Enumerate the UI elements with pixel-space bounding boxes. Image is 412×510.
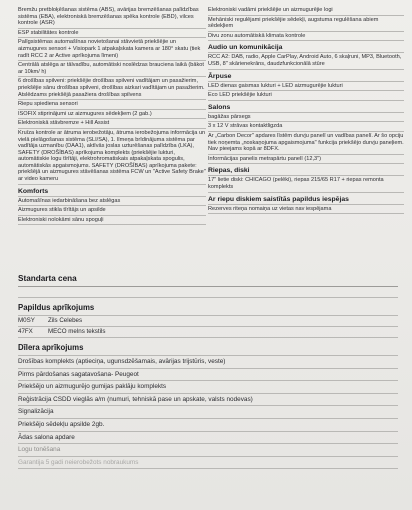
dealer-equipment-heading: Dīlera aprīkojums: [18, 338, 398, 356]
feature-row: Kruīza kontrole ar ātruma ierobežotāju, ātruma ierobežojuma informācija un vielā pielāgošanas sistēma (SLI/SA), 1. līmeņa brīdinājuma sistēma par vadītāja uzmanību (DAA1), aktīvās joslas uzturēšanas palīdzība (LKA), SAFETY (DROŠĪBAS) aprīkojuma komplekts (priekšējie lukturi, automātiskie logu tīrītāji, elektrohromatiskais atpakaļskata spogulis, automātiskās apgaismojums. SAFETY (DROŠĪBAS) aprīkojuma pakete: priekšējā un aizmugures stāvēšanas sistēma FCW un "Active Safety Brake" ar video kameru: [18, 129, 206, 185]
feature-row: Automašīnas iedarbināšana bez atslēgas: [18, 197, 206, 207]
dealer-item-row: Signalizācija: [18, 406, 398, 419]
optional-item-row: [18, 316, 398, 327]
feature-row: LED dienas gaismas lukturi + LED aizmugurējie lukturi: [208, 82, 404, 92]
feature-row: Mehāniski regulējami priekšējie sēdekļi, augstuma regulēšana abiem sēdekļiem: [208, 16, 404, 32]
section-heading: Riepas, diski: [208, 164, 404, 176]
feature-row: Elektroniskā stāvbremze + Hill Assist: [18, 119, 206, 129]
standard-price-heading: Standarta cena: [18, 270, 398, 287]
section-heading: Salons: [208, 101, 404, 113]
left-equipment-column: [18, 6, 206, 225]
price-summary: [18, 270, 398, 469]
right-equipment-column: [208, 6, 404, 214]
dealer-item-row: Priekšējo un aizmugurējo gumijas paklāju komplekts: [18, 381, 398, 394]
optional-equipment-list: [18, 316, 398, 338]
section-heading: Ārpuse: [208, 70, 404, 82]
feature-row: Ar „Carbon Decor" apdares līstēm durvju panelī un vadības panelī. Ar šo opciju tiek noņemta „noskaņojuma apgaismojuma" funkcija priekšējo durvju paneļiem. Nav pieejams kopā ar 8DFX.: [208, 132, 404, 155]
standard-price-row: [18, 287, 398, 298]
feature-row: Riepu spiediena sensori: [18, 100, 206, 110]
section-heading: Komforts: [18, 185, 206, 197]
feature-row: 3 x 12 V strāvas kontaktligzda: [208, 122, 404, 132]
feature-row: Elektroniski vadāmi priekšējie un aizmugurējie logi: [208, 6, 404, 16]
feature-row: ESP stabilitātes kontrole: [18, 29, 206, 39]
dealer-item-row: Garantija 5 gadi neierobežots nobraukums: [18, 457, 398, 470]
feature-row: RCC A2: DAB, radio, Apple CarPlay, Android Auto, 6 skaļruni, MP3, Bluetooth, USB, 8" skārienekrāns, daudzfunkcionālā stūre: [208, 53, 404, 69]
dealer-item-row: Reģistrācija CSDD vieglās a/m (numuri, tehniskā pase un apskate, valsts nodevas): [18, 394, 398, 407]
feature-row: ISOFIX stiprinājumi uz aizmugures sēdekļiem (2 gab.): [18, 110, 206, 120]
feature-row: 6 drošības spilveni: priekšējie drošības spilveni vadītājam un pasažierim, priekšējie sānu drošības spilveni, drošības aizkari vadītājam un pasažierim. Atslēdzams priekšējā pasažiera drošības spilvens: [18, 77, 206, 100]
dealer-item-row: Pirms pārdošanas sagatavošana- Peugeot: [18, 369, 398, 382]
feature-row: Informācijas panelis metrapārtu panelī (12,3"): [208, 155, 404, 165]
dealer-item-row: Priekšējo sēdekļu apsilde 2gb.: [18, 419, 398, 432]
dealer-item-row: Drošības komplekts (aptieciņa, ugunsdzēšamais, avārijas trijstūris, veste): [18, 356, 398, 369]
feature-row: Palīgsistēmas automašīnas novietošanai stāvvietā priekšējie un aizmugures sensori + Visiopark 1 atpakaļskata kamera ar 180° skatu (tiek radīt RCC 2 ar Active aprīkojuma līmeni): [18, 38, 206, 61]
optional-equipment-heading: Papildus aprīkojums: [18, 298, 398, 316]
feature-row: 17" lietie diski: CHICAGO (pelēki), riepas 215/65 R17 + riepas remonta komplekts: [208, 176, 404, 192]
feature-row: Divu zonu automātiskā klimata kontrole: [208, 32, 404, 42]
feature-row: Rezerves riteņa nomaiņa uz vietas nav iespējama: [208, 205, 404, 215]
dealer-equipment-list: [18, 356, 398, 469]
dealer-item-row: Ādas salona apdare: [18, 432, 398, 445]
section-heading: Ar riepu diskiem saistītās papildus iespējas: [208, 193, 404, 205]
section-heading: Audio un komunikācija: [208, 41, 404, 53]
feature-row: Centrālā atslēga ar tālvadību, automātiski noslēdzas braucienа laikā (bākot ar 10km/ h): [18, 61, 206, 77]
feature-row: bagāžas pārsegs: [208, 113, 404, 123]
feature-row: Eco LED priekšējie lukturi: [208, 91, 404, 101]
dealer-item-row: Logu tonēšana: [18, 444, 398, 457]
optional-item-row: [18, 327, 398, 338]
feature-row: Elektroniski nolokāmi sānu spoguļi: [18, 216, 206, 226]
feature-row: Bremžu pretbloķēšanas sistēma (ABS), avārijas bremzēšanas palīdzības sistēma (EBA), elektroniskā bremzēšanas spēka kontrole (EBD), vilces kontrole (ASR): [18, 6, 206, 29]
option-label: MECO melns tekstils: [48, 328, 106, 335]
option-code: 47FX: [18, 328, 33, 335]
feature-row: Aizmugures stikla tīrītājs un apsilde: [18, 206, 206, 216]
option-label: Zils Celebes: [48, 317, 83, 324]
option-code: M0SY: [18, 317, 35, 324]
